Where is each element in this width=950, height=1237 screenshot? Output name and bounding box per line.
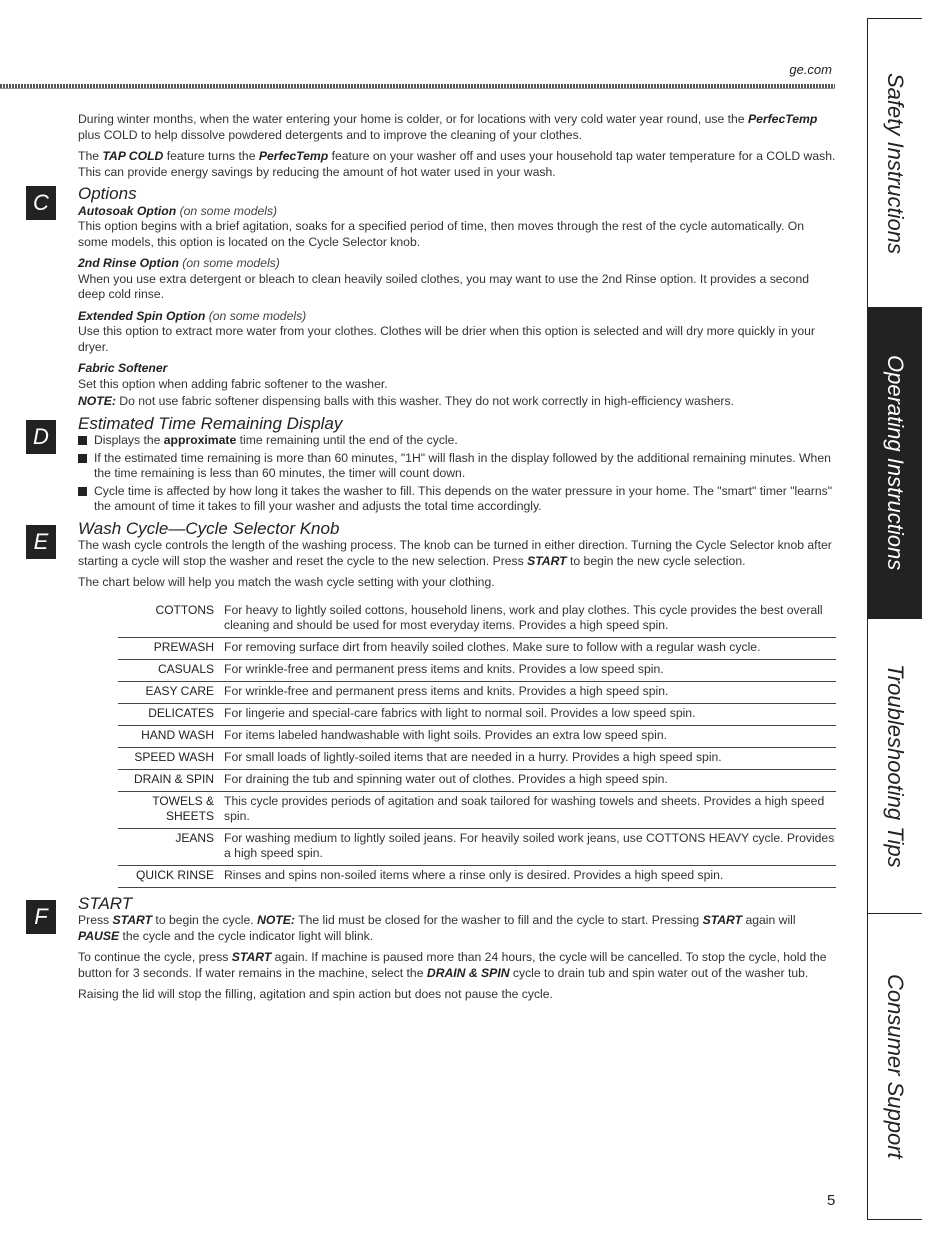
bullet-item: Cycle time is affected by how long it takes the washer to fill. This depends on the water pressure in your home. The "smart" timer "learns" the amount of time it takes to fill your washer and adjusts the total time accordingly.: [78, 484, 836, 515]
cycle-description: This cycle provides periods of agitation and soak tailored for washing towels and sheets. Provides a high speed spin.: [224, 791, 836, 828]
section-tabs: [867, 18, 922, 1220]
display-section: [33, 413, 836, 515]
tab-safety-instructions[interactable]: [868, 19, 922, 308]
table-row: [118, 747, 836, 769]
bullet-square-icon: [78, 454, 87, 463]
table-row: [118, 637, 836, 659]
table-row: [118, 725, 836, 747]
intro-paragraph-1: During winter months, when the water entering your home is colder, or for locations with very cold water year round, use the PerfecTemp plus COLD to help dissolve powdered detergents and to improve the cleaning of your clothes.: [78, 112, 818, 142]
table-row: [118, 791, 836, 828]
options-note: NOTE: Do not use fabric softener dispensing balls with this washer. They do not work correctly in high-efficiency washers.: [78, 394, 734, 408]
display-bullets: [78, 433, 836, 515]
table-row: [118, 865, 836, 887]
tab-label: Operating Instructions: [883, 355, 908, 571]
table-row: [118, 769, 836, 791]
cycle-description: For items labeled handwashable with light soils. Provides an extra low speed spin.: [224, 725, 836, 747]
cycle-description: For removing surface dirt from heavily soiled clothes. Make sure to follow with a regular wash cycle.: [224, 637, 836, 659]
cycle-description: For small loads of lightly-soiled items that are needed in a hurry. Provides a high speed spin.: [224, 747, 836, 769]
content: [33, 112, 836, 1009]
table-row: [118, 601, 836, 638]
option-item: Extended Spin Option (on some models): [78, 308, 307, 323]
table-row: [118, 703, 836, 725]
cycle-description: For washing medium to lightly soiled jeans. For heavily soiled work jeans, use COTTONS HEAVY cycle. Provides a high speed spin.: [224, 828, 836, 865]
cycle-description: For lingerie and special-care fabrics with light to normal soil. Provides a low speed spin.: [224, 703, 836, 725]
page-number: 5: [827, 1192, 836, 1209]
cycle-name: QUICK RINSE: [118, 865, 224, 887]
table-row: [118, 828, 836, 865]
tab-troubleshooting-tips[interactable]: [868, 619, 922, 914]
option-desc: Use this option to extract more water from your clothes. Clothes will be drier when this option is selected and will dry more quickly in your dryer.: [78, 324, 815, 354]
table-row: [118, 681, 836, 703]
tab-operating-instructions[interactable]: [868, 308, 922, 619]
table-row: [118, 659, 836, 681]
cycle-description: For heavy to lightly soiled cottons, household linens, work and play clothes. This cycle provides the best overall cleaning and should be used for most everyday items. Provides a high speed spin.: [224, 601, 836, 638]
section-letter-e: E: [26, 525, 56, 559]
bullet-square-icon: [78, 487, 87, 496]
start-section: [34, 893, 836, 1003]
tab-label: Consumer Support: [883, 974, 908, 1159]
option-desc: Set this option when adding fabric softener to the washer.: [78, 376, 388, 391]
cycle-description: For draining the tub and spinning water out of clothes. Provides a high speed spin.: [224, 769, 836, 791]
cycle-name: DRAIN & SPIN: [118, 769, 224, 791]
cycle-table: [118, 601, 836, 888]
tab-consumer-support[interactable]: [868, 914, 922, 1219]
option-desc: When you use extra detergent or bleach to clean heavily soiled clothes, you may want to use the 2nd Rinse option. It provides a second deep cold rinse.: [78, 271, 810, 301]
bullet-item: Displays the approximate time remaining until the end of the cycle.: [78, 433, 836, 449]
cycle-description: For wrinkle-free and permanent press items and knits. Provides a low speed spin.: [224, 659, 836, 681]
bullet-item: If the estimated time remaining is more than 60 minutes, "1H" will flash in the display followed by the additional remaining minutes. When the time remaining is less than 60 minutes, the timer will count down.: [78, 451, 836, 482]
option-item: Fabric Softener: [78, 361, 168, 375]
cycle-description: For wrinkle-free and permanent press items and knits. Provides a high speed spin.: [224, 681, 836, 703]
cycle-name: JEANS: [118, 828, 224, 865]
option-item: Autosoak Option (on some models): [78, 203, 278, 218]
section-letter-d: D: [26, 420, 56, 454]
cycle-description: Rinses and spins non-soiled items where a rinse only is desired. Provides a high speed spin.: [224, 865, 836, 887]
wash-paragraph-2: The chart below will help you match the wash cycle setting with your clothing.: [78, 575, 495, 589]
start-paragraph-3: Raising the lid will stop the filling, agitation and spin action but does not pause the cycle.: [78, 987, 553, 1001]
cycle-name: TOWELS & SHEETS: [118, 791, 224, 828]
cycle-name: HAND WASH: [118, 725, 224, 747]
cycle-name: DELICATES: [118, 703, 224, 725]
wash-section: [33, 518, 836, 888]
site-url: ge.com: [789, 62, 832, 77]
intro-paragraph-2: The TAP COLD feature turns the PerfecTemp feature on your washer off and uses your household tap water temperature for a COLD wash. This can provide energy savings by reducing the amount of hot water used in your wash.: [78, 149, 836, 179]
cycle-name: COTTONS: [118, 601, 224, 638]
options-section: [33, 184, 836, 410]
header-rule-line: [0, 88, 835, 89]
options-title: Options: [78, 184, 137, 203]
section-letter-f: F: [26, 900, 56, 934]
tab-label: Troubleshooting Tips: [883, 664, 908, 868]
start-paragraph-1: Press START to begin the cycle. NOTE: The lid must be closed for the washer to fill and the cycle to start. Pressing START again will PAUSE the cycle and the cycle indicator light will blink.: [78, 913, 796, 943]
cycle-name: EASY CARE: [118, 681, 224, 703]
start-title: START: [78, 893, 133, 913]
wash-paragraph-1: The wash cycle controls the length of the washing process. The knob can be turned in either direction. Turning the Cycle Selector knob after starting a cycle will stop the washer and reset the cycle to the new selection. Press START to begin the new cycle selection.: [78, 538, 832, 568]
wash-title: Wash Cycle—Cycle Selector Knob: [78, 518, 340, 538]
option-item: 2nd Rinse Option (on some models): [78, 256, 280, 270]
bullet-square-icon: [78, 436, 87, 445]
cycle-name: CASUALS: [118, 659, 224, 681]
section-letter-c: C: [26, 186, 56, 220]
tab-label: Safety Instructions: [883, 72, 908, 254]
start-paragraph-2: To continue the cycle, press START again. If machine is paused more than 24 hours, the cycle will be cancelled. To stop the cycle, hold the button for 3 seconds. If water remains in the machine, select the DRAIN & SPIN cycle to drain tub and spin water out of the washer tub.: [78, 950, 827, 980]
display-title: Estimated Time Remaining Display: [78, 413, 343, 433]
cycle-name: SPEED WASH: [118, 747, 224, 769]
cycle-name: PREWASH: [118, 637, 224, 659]
option-desc: This option begins with a brief agitation, soaks for a specified period of time, then moves through the rest of the cycle automatically. On some models, this option is located on the Cycle Selector knob.: [78, 219, 804, 249]
